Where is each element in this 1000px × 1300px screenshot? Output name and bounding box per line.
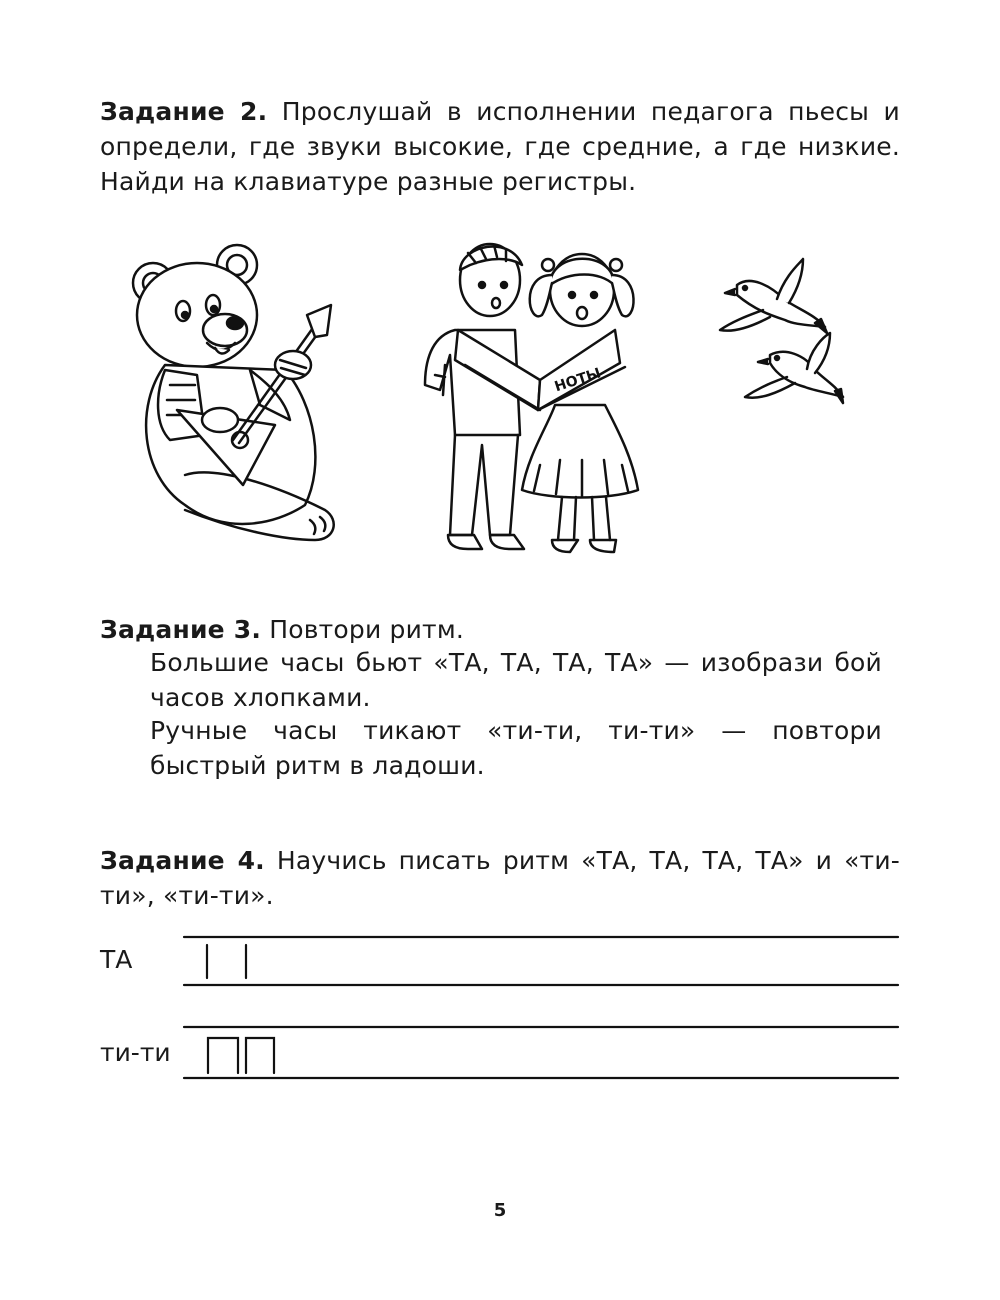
birds-illustration [715, 255, 845, 415]
task-2-text: Прослушай в исполнении педагога пьесы и определи, где звуки высокие, где средние, а где низкие. Найди на клавиатуре разные регистры. [100, 97, 900, 196]
task-3-label: Задание 3. [100, 615, 262, 644]
page-number: 5 [493, 1200, 507, 1221]
bear-balalaika-illustration [125, 235, 365, 555]
book-label: НОТЫ [552, 365, 603, 396]
titi-beam-2 [246, 1038, 274, 1073]
rhythm-writing-lines [180, 930, 902, 1085]
task-4-label: Задание 4. [100, 846, 265, 875]
task-4-paragraph [100, 843, 900, 913]
task-2-paragraph [100, 94, 900, 199]
task-3-line-2: Ручные часы тикают «ти-ти, ти-ти» — повтори быстрый ритм в ладоши. [150, 716, 882, 780]
ta-row-label: ТА [100, 945, 133, 974]
task-3-heading [100, 612, 900, 647]
children-singing-illustration [410, 235, 660, 565]
task-3-text: Повтори ритм. [261, 615, 465, 644]
task-4-text: Научись писать ритм «ТА, ТА, ТА, ТА» и «ти-ти», «ти-ти». [100, 846, 900, 910]
task-3-line-1: Большие часы бьют «ТА, ТА, ТА, ТА» — изобрази бой часов хлопками. [150, 648, 882, 712]
task-2-label: Задание 2. [100, 97, 268, 126]
titi-row-label: ти-ти [100, 1038, 171, 1067]
titi-beam-1 [208, 1038, 238, 1073]
